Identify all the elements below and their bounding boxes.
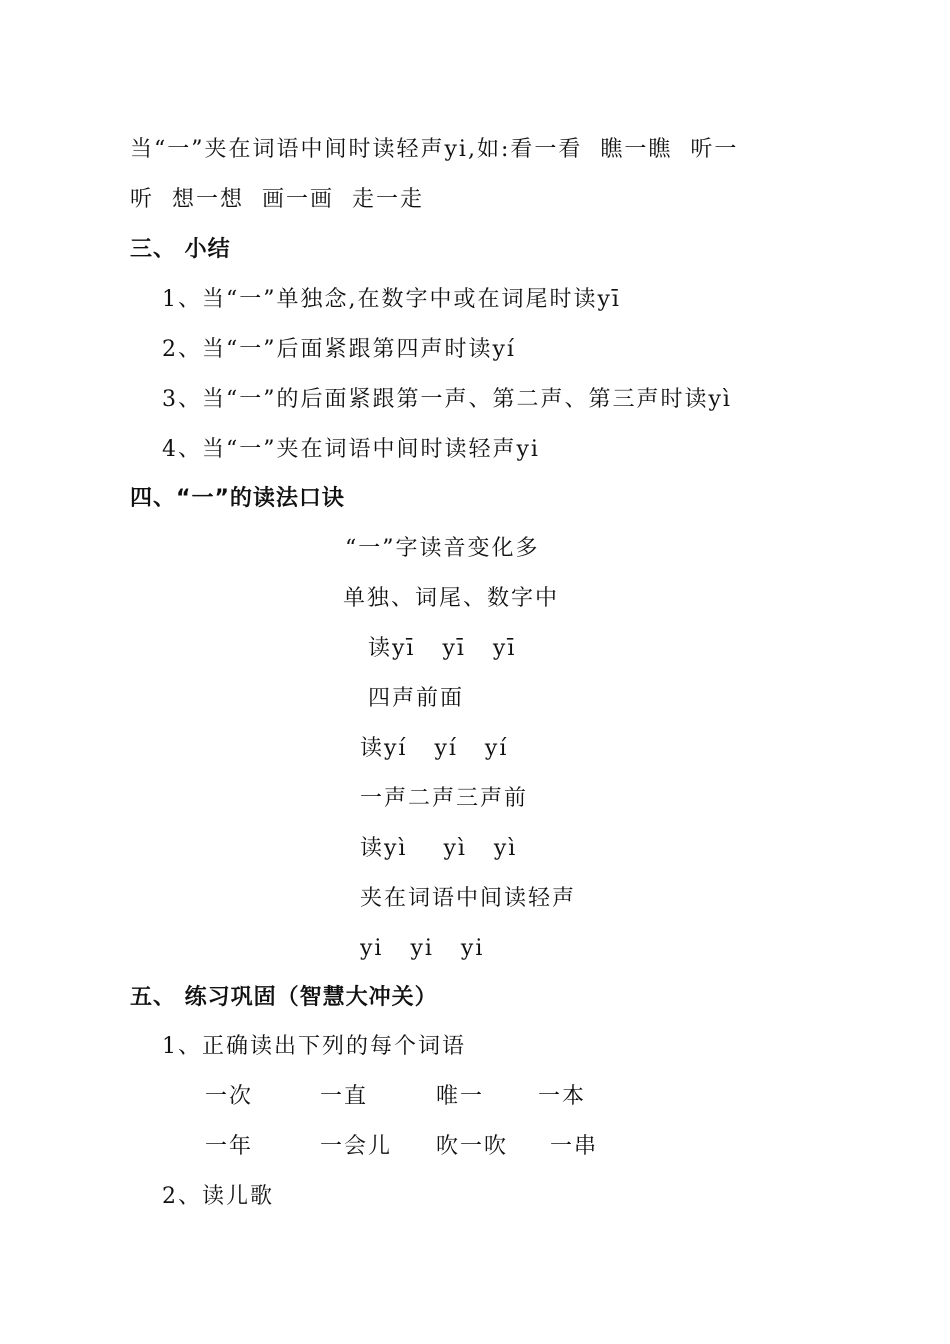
summary-item-4: 4、当“一”夹在词语中间时读轻声yi — [162, 437, 540, 462]
verse-line-4: 四声前面 — [368, 686, 465, 711]
summary-item-2: 2、当“一”后面紧跟第四声时读yí — [162, 337, 516, 362]
verse-line-6: 一声二声三声前 — [360, 786, 529, 811]
word-row1-4: 一本 — [538, 1084, 587, 1109]
word-row1-2: 一直 — [320, 1084, 369, 1109]
intro-line-2: 听 想一想 画一画 走一走 — [130, 187, 424, 212]
summary-item-1: 1、当“一”单独念,在数字中或在词尾时读yī — [162, 287, 621, 312]
verse-line-2: 单独、词尾、数字中 — [343, 586, 560, 611]
verse-line-5: 读yí yí yí — [360, 736, 509, 761]
verse-line-7: 读yì yì yì — [360, 836, 518, 861]
verse-line-1: “一”字读音变化多 — [345, 536, 540, 561]
word-row2-2: 一会儿 — [320, 1134, 393, 1159]
word-row1-1: 一次 — [205, 1084, 254, 1109]
word-row1-3: 唯一 — [436, 1084, 485, 1109]
word-row2-3: 吹一吹 — [436, 1134, 509, 1159]
section-5-heading: 五、 练习巩固（智慧大冲关） — [130, 985, 438, 1010]
exercise-item-1: 1、正确读出下列的每个词语 — [162, 1034, 466, 1059]
verse-line-8: 夹在词语中间读轻声 — [360, 886, 577, 911]
word-row2-1: 一年 — [205, 1134, 254, 1159]
section-3-heading: 三、 小结 — [130, 237, 231, 262]
summary-item-3: 3、当“一”的后面紧跟第一声、第二声、第三声时读yì — [162, 387, 732, 412]
word-row2-4: 一串 — [550, 1134, 599, 1159]
verse-line-9: yi yi yi — [360, 936, 485, 961]
verse-line-3: 读yī yī yī — [368, 636, 517, 661]
exercise-item-2: 2、读儿歌 — [162, 1184, 274, 1209]
section-4-heading: 四、“一”的读法口诀 — [130, 486, 345, 511]
intro-line-1: 当“一”夹在词语中间时读轻声yi,如:看一看 瞧一瞧 听一 — [130, 137, 739, 162]
